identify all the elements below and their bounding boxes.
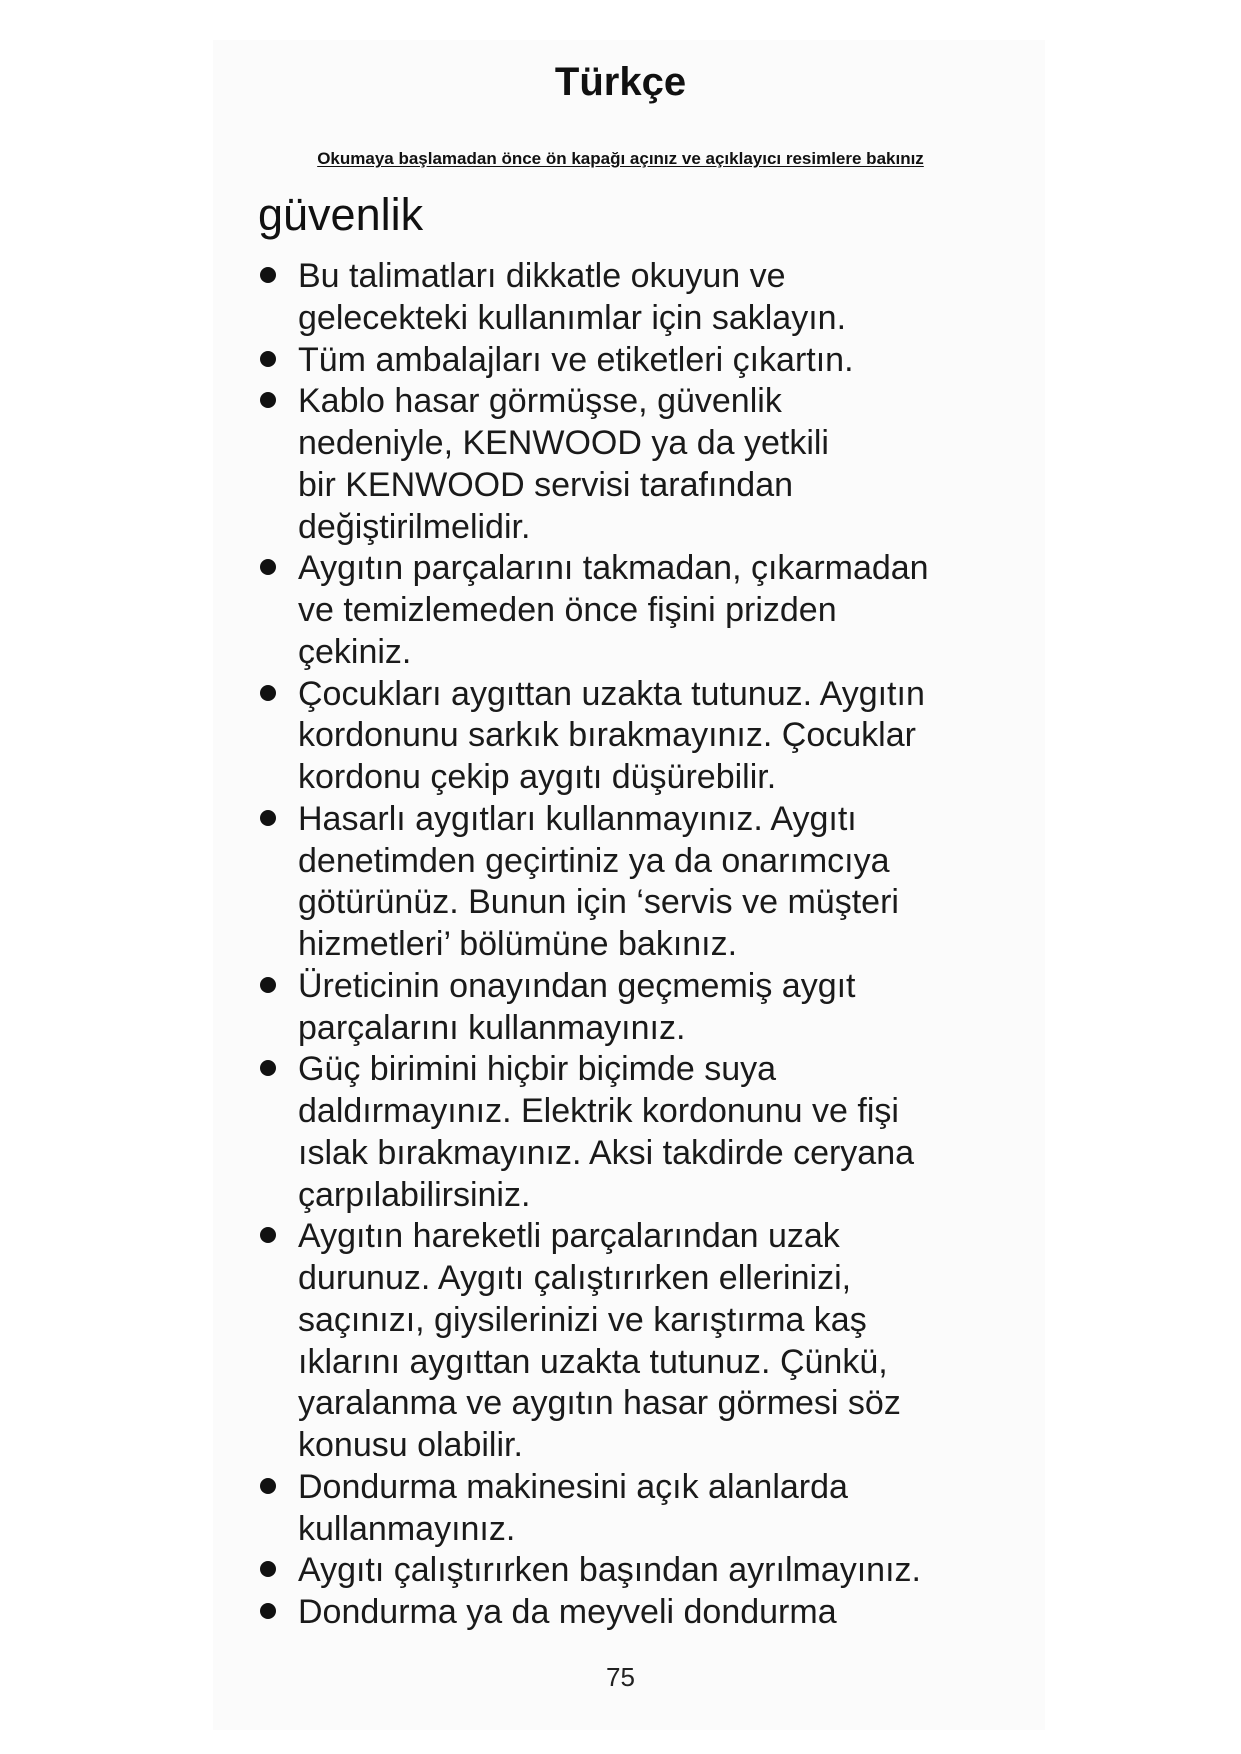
list-item-text: Üreticinin onayından geçmemiş aygıt parçalarını kullanmayınız.	[298, 966, 856, 1047]
list-item	[258, 381, 998, 548]
list-item	[258, 548, 998, 673]
section-heading-safety: güvenlik	[258, 189, 424, 240]
bullet-icon	[260, 351, 276, 367]
list-item	[258, 1592, 998, 1634]
list-item	[258, 256, 998, 340]
bullet-icon	[260, 685, 276, 701]
list-item-text: Aygıtın parçalarını takmadan, çıkarmadan ve temizlemeden önce fişini prizden çekiniz.	[298, 549, 929, 671]
safety-bullet-list	[258, 256, 998, 1634]
list-item	[258, 799, 998, 966]
list-item	[258, 340, 998, 382]
list-item-text: Kablo hasar görmüşse, güvenlik nedeniyle, KENWOOD ya da yetkili bir KENWOOD servisi tarafından değiştirilmelidir.	[298, 382, 829, 546]
list-item	[258, 1550, 998, 1592]
bullet-icon	[260, 977, 276, 993]
list-item-text: Aygıtı çalıştırırken başından ayrılmayınız.	[298, 1551, 921, 1590]
bullet-icon	[260, 392, 276, 408]
bullet-icon	[260, 1227, 276, 1243]
list-item-text: Bu talimatları dikkatle okuyun ve gelecekteki kullanımlar için saklayın.	[298, 257, 847, 337]
list-item	[258, 674, 998, 799]
list-item-text: Dondurma makinesini açık alanlarda kullanmayınız.	[298, 1467, 848, 1548]
list-item	[258, 1049, 998, 1216]
list-item-text: Dondurma ya da meyveli dondurma	[298, 1593, 837, 1631]
list-item	[258, 1467, 998, 1551]
list-item-text: Tüm ambalajları ve etiketleri çıkartın.	[298, 340, 854, 379]
bullet-icon	[260, 810, 276, 826]
list-item-text: Aygıtın hareketli parçalarından uzak durunuz. Aygıtı çalıştırırken ellerinizi, saçınızı, giysilerinizi ve karıştırma kaş ıklarını aygıttan uzakta tutunuz. Çünkü, yaralanma ve aygıtın hasar görmesi söz konusu olabilir.	[298, 1217, 901, 1464]
bullet-icon	[260, 1603, 276, 1619]
page-number: 75	[606, 1662, 635, 1692]
bullet-icon	[260, 267, 276, 283]
list-item	[258, 1216, 998, 1467]
bullet-icon	[260, 1060, 276, 1076]
list-item-text: Güç birimini hiçbir biçimde suya daldırmayınız. Elektrik kordonunu ve fişi ıslak bırakmayınız. Aksi takdirde ceryana çarpılabilirsiniz.	[298, 1050, 915, 1214]
list-item	[258, 966, 998, 1050]
list-item-text: Hasarlı aygıtları kullanmayınız. Aygıtı denetimden geçirtiniz ya da onarımcıya götürünüz. Bunun için ‘servis ve müşteri hizmetleri’ bölümüne bakınız.	[298, 799, 899, 963]
reading-instruction: Okumaya başlamadan önce ön kapağı açınız ve açıklayıcı resimlere bakınız	[317, 149, 924, 168]
page-language-title: Türkçe	[554, 60, 687, 104]
bullet-icon	[260, 559, 276, 575]
list-item-text: Çocukları aygıttan uzakta tutunuz. Aygıtın kordonunu sarkık bırakmayınız. Çocuklar kordonu çekip aygıtı düşürebilir.	[298, 674, 925, 796]
bullet-icon	[260, 1561, 276, 1577]
bullet-icon	[260, 1478, 276, 1494]
